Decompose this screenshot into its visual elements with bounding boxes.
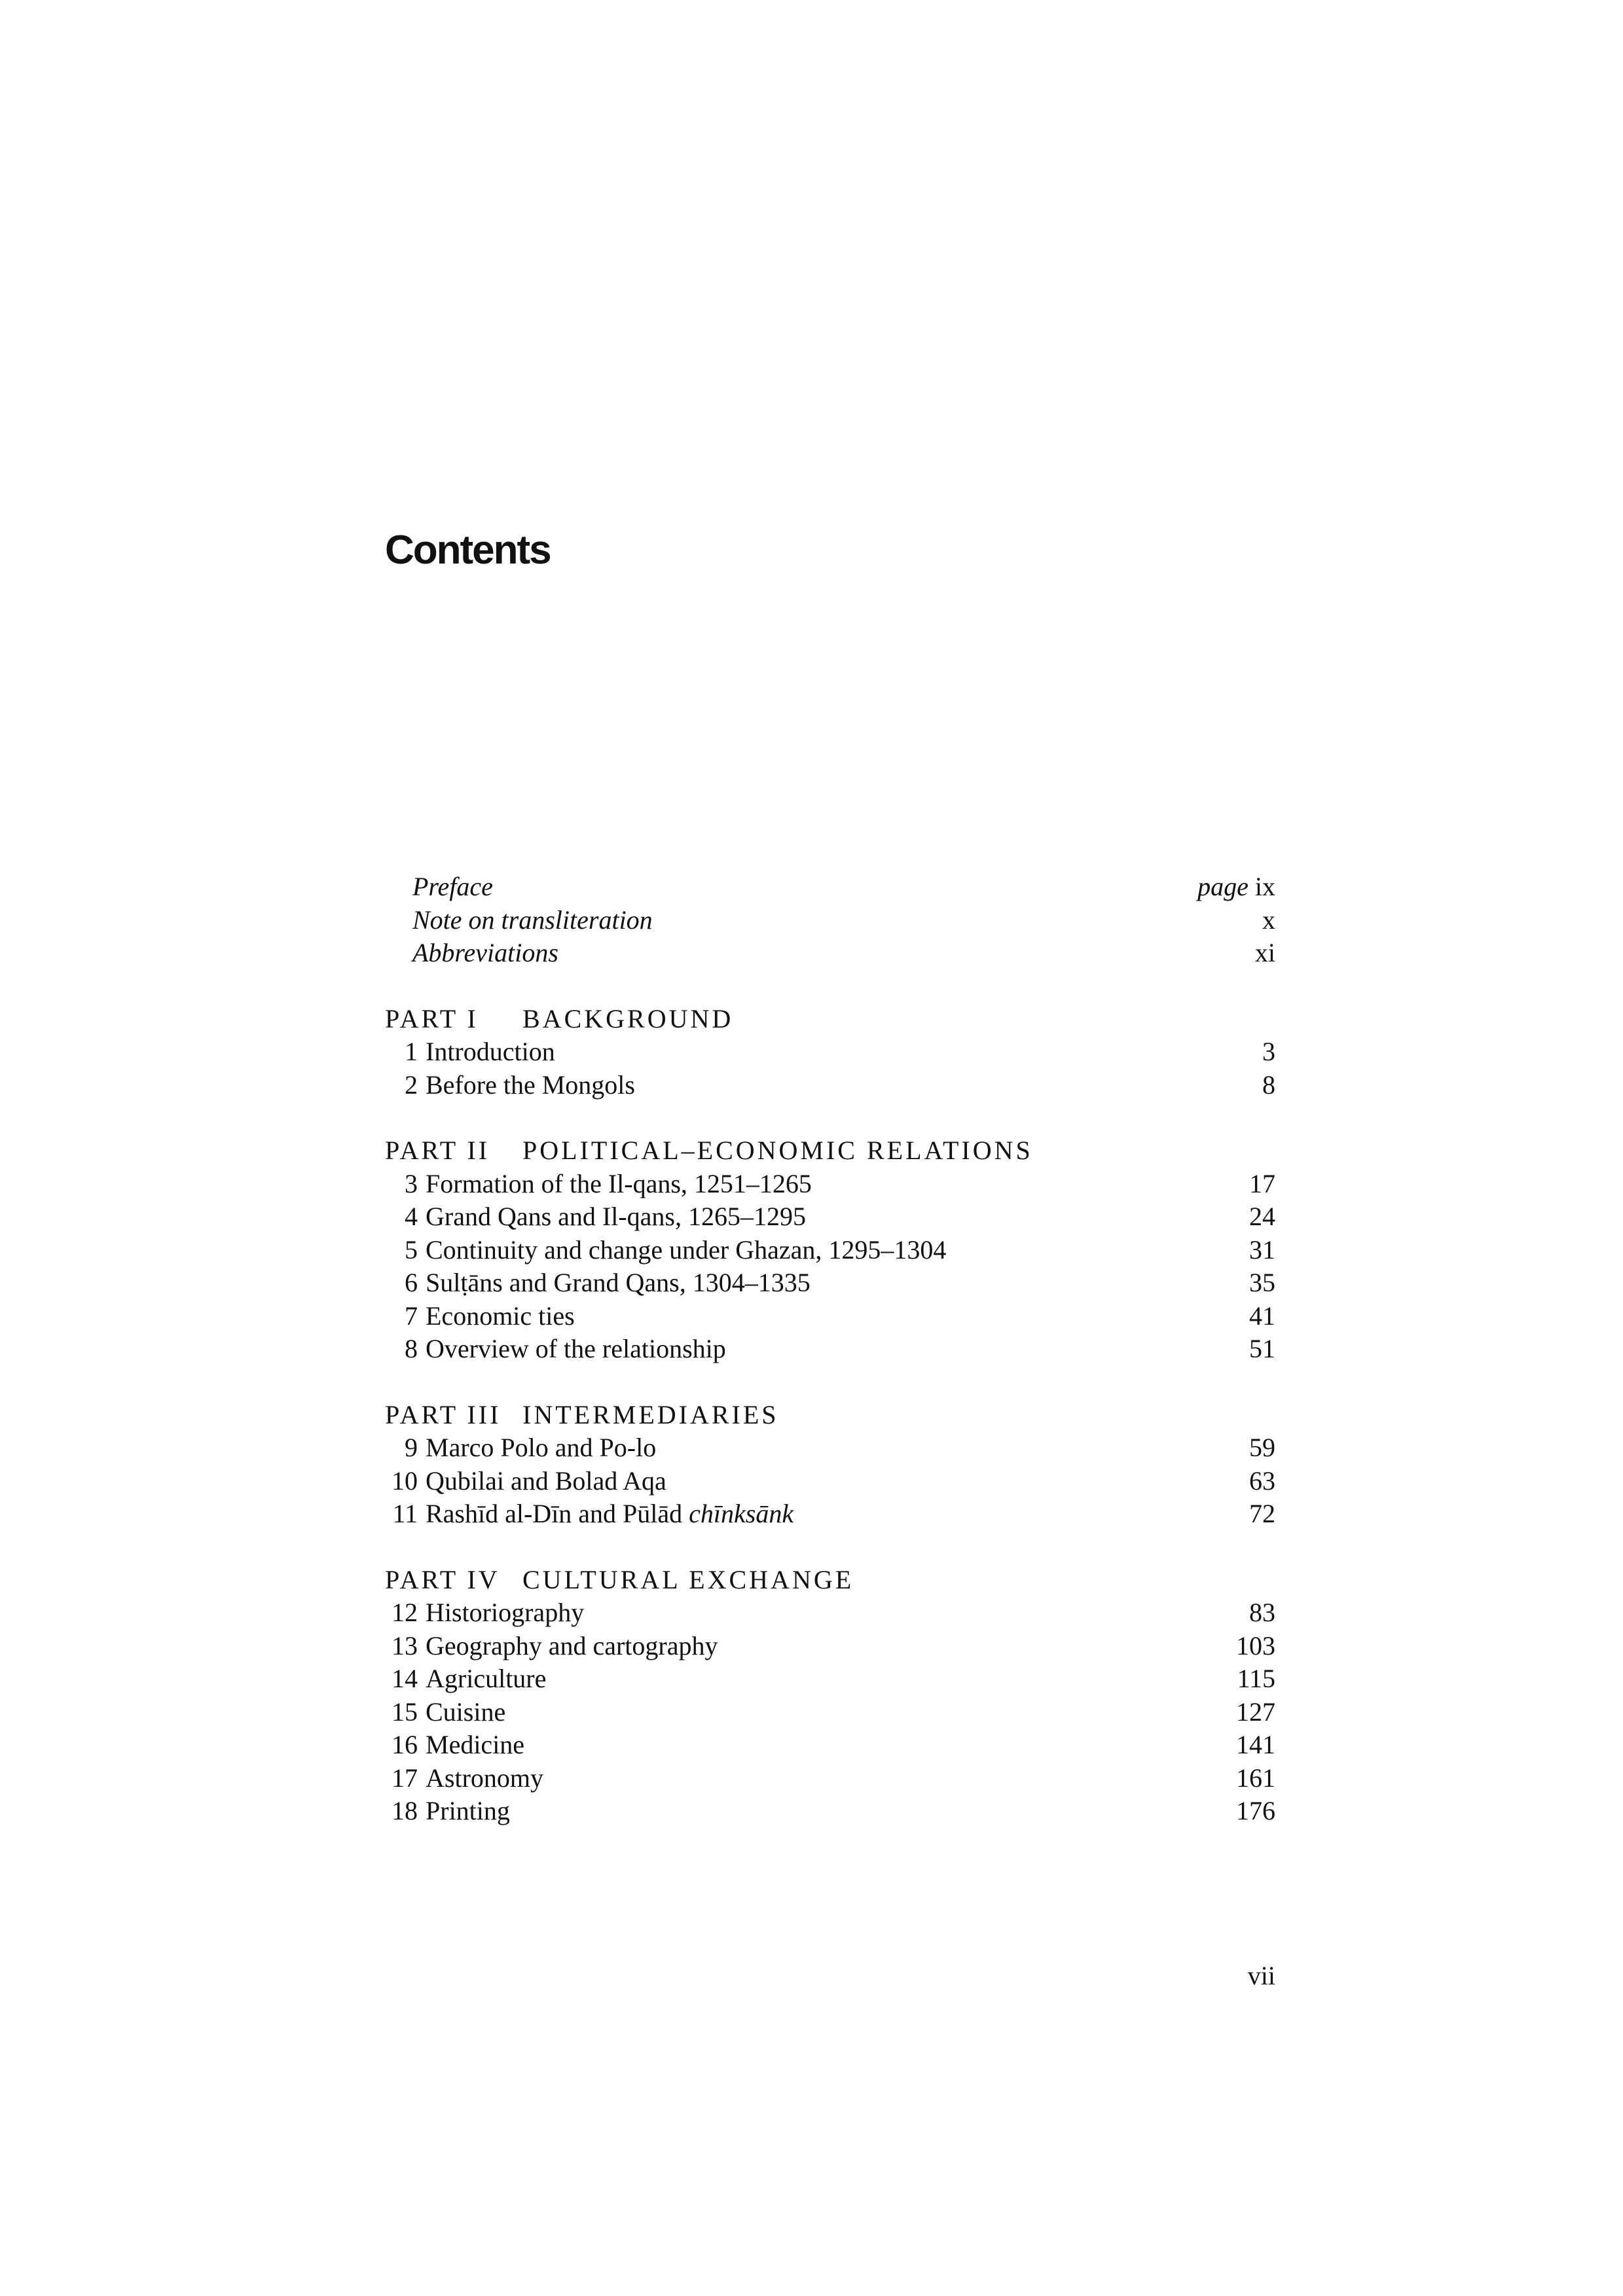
entry-page: 72 [1249,1499,1275,1528]
chapter-number: 8 [405,1334,418,1363]
toc-entry-chapter-11[interactable] [385,1498,1275,1531]
page-title: Contents [385,528,551,573]
toc-entry-chapter-5[interactable] [385,1234,1275,1267]
chapter-number: 18 [392,1796,418,1825]
entry-page: 176 [1236,1796,1275,1825]
chapter-title: Cuisine [426,1696,506,1727]
chapter-title: Astronomy [426,1763,543,1793]
part-heading-2 [385,1134,1275,1168]
chapter-number: 7 [405,1300,418,1331]
chapter-number: 5 [405,1234,418,1265]
page-prefix: page [1197,872,1249,901]
part-heading-4 [385,1564,1275,1597]
chapter-number: 14 [392,1664,418,1693]
toc-entry-chapter-4[interactable] [385,1200,1275,1234]
entry-page: 8 [1262,1069,1275,1100]
toc-entry-chapter-6[interactable] [385,1266,1275,1300]
toc-entry-chapter-17[interactable] [385,1762,1275,1795]
entry-label: Preface [412,872,493,901]
entry-page [1197,870,1275,904]
chapter-number: 10 [392,1465,418,1496]
toc-entry-chapter-18[interactable] [385,1795,1275,1828]
chapter-number: 3 [405,1168,418,1198]
toc-entry-note-on-transliteration[interactable] [385,904,1275,937]
toc-entry-chapter-14[interactable] [385,1662,1275,1696]
chapter-title: Continuity and change under Ghazan, 1295–1304 [426,1234,947,1265]
toc-entry-chapter-12[interactable] [385,1596,1275,1630]
toc-entry-chapter-10[interactable] [385,1465,1275,1498]
part-heading-1 [385,1003,1275,1036]
entry-page: 59 [1249,1433,1275,1462]
part-title: POLITICAL–ECONOMIC RELATIONS [522,1136,1033,1165]
chapter-number: 4 [405,1202,418,1231]
toc-entry-chapter-1[interactable] [385,1035,1275,1069]
entry-page: 103 [1236,1630,1275,1660]
toc-entry-chapter-13[interactable] [385,1630,1275,1663]
entry-page: 3 [1262,1037,1275,1066]
toc-entry-chapter-16[interactable] [385,1729,1275,1762]
chapter-title-roman: Rashīd al-Dīn and Pūlād [426,1499,683,1528]
toc-entry-chapter-3[interactable] [385,1168,1275,1201]
entry-label: Abbreviations [412,938,558,967]
entry-page: 41 [1249,1300,1275,1331]
toc-entry-chapter-2[interactable] [385,1069,1275,1102]
part-title: INTERMEDIARIES [522,1399,779,1429]
toc-entry-preface[interactable] [385,870,1275,904]
chapter-title: Medicine [426,1730,525,1759]
chapter-title: Qubilai and Bolad Aqa [426,1465,666,1496]
entry-page-number: ix [1254,872,1275,901]
chapter-title: Geography and cartography [426,1630,718,1660]
part-title: BACKGROUND [522,1003,734,1033]
chapter-number: 17 [392,1763,418,1793]
toc-entry-chapter-8[interactable] [385,1333,1275,1366]
entry-page: 115 [1237,1664,1275,1693]
entry-page: 31 [1249,1234,1275,1265]
part-numeral: PART IV [385,1564,500,1594]
chapter-number: 15 [392,1696,418,1727]
entry-page: 83 [1249,1598,1275,1627]
entry-page: 35 [1249,1268,1275,1297]
chapter-number: 11 [392,1499,418,1528]
chapter-number: 1 [405,1037,418,1066]
chapter-title: Overview of the relationship [426,1334,726,1363]
part-numeral: PART II [385,1136,490,1165]
entry-page: 17 [1249,1168,1275,1198]
chapter-title: Formation of the Il-qans, 1251–1265 [426,1168,812,1198]
part-numeral: PART III [385,1399,501,1429]
entry-page: 51 [1249,1334,1275,1363]
chapter-title: Introduction [426,1037,555,1066]
chapter-title: Agriculture [426,1664,547,1693]
chapter-title: Before the Mongols [426,1069,635,1100]
chapter-title: Historiography [426,1598,585,1627]
chapter-title: Printing [426,1796,510,1825]
chapter-title [418,1498,1249,1531]
table-of-contents [385,870,1275,1828]
page-number: vii [1247,1961,1275,1990]
toc-entry-chapter-15[interactable] [385,1696,1275,1729]
entry-page: x [1262,905,1275,935]
part-numeral: PART I [385,1003,479,1033]
chapter-title: Economic ties [426,1300,575,1331]
chapter-title: Grand Qans and Il-qans, 1265–1295 [426,1202,806,1231]
entry-page: 141 [1236,1730,1275,1759]
chapter-title: Sulṭāns and Grand Qans, 1304–1335 [426,1268,811,1297]
toc-entry-chapter-7[interactable] [385,1300,1275,1333]
entry-label: Note on transliteration [412,905,653,935]
entry-page: 127 [1236,1696,1275,1727]
entry-page: 161 [1236,1763,1275,1793]
chapter-title: Marco Polo and Po-lo [426,1433,657,1462]
chapter-number: 9 [405,1433,418,1462]
chapter-number: 12 [392,1598,418,1627]
entry-page: 63 [1249,1465,1275,1496]
entry-page: 24 [1249,1202,1275,1231]
part-heading-3 [385,1399,1275,1432]
toc-entry-abbreviations[interactable] [385,937,1275,970]
part-title: CULTURAL EXCHANGE [522,1564,854,1594]
chapter-title-italic: chīnksānk [689,1499,794,1528]
chapter-number: 2 [405,1069,418,1100]
chapter-number: 16 [392,1730,418,1759]
entry-page: xi [1254,938,1275,967]
chapter-number: 6 [405,1268,418,1297]
toc-entry-chapter-9[interactable] [385,1431,1275,1465]
chapter-number: 13 [392,1630,418,1660]
